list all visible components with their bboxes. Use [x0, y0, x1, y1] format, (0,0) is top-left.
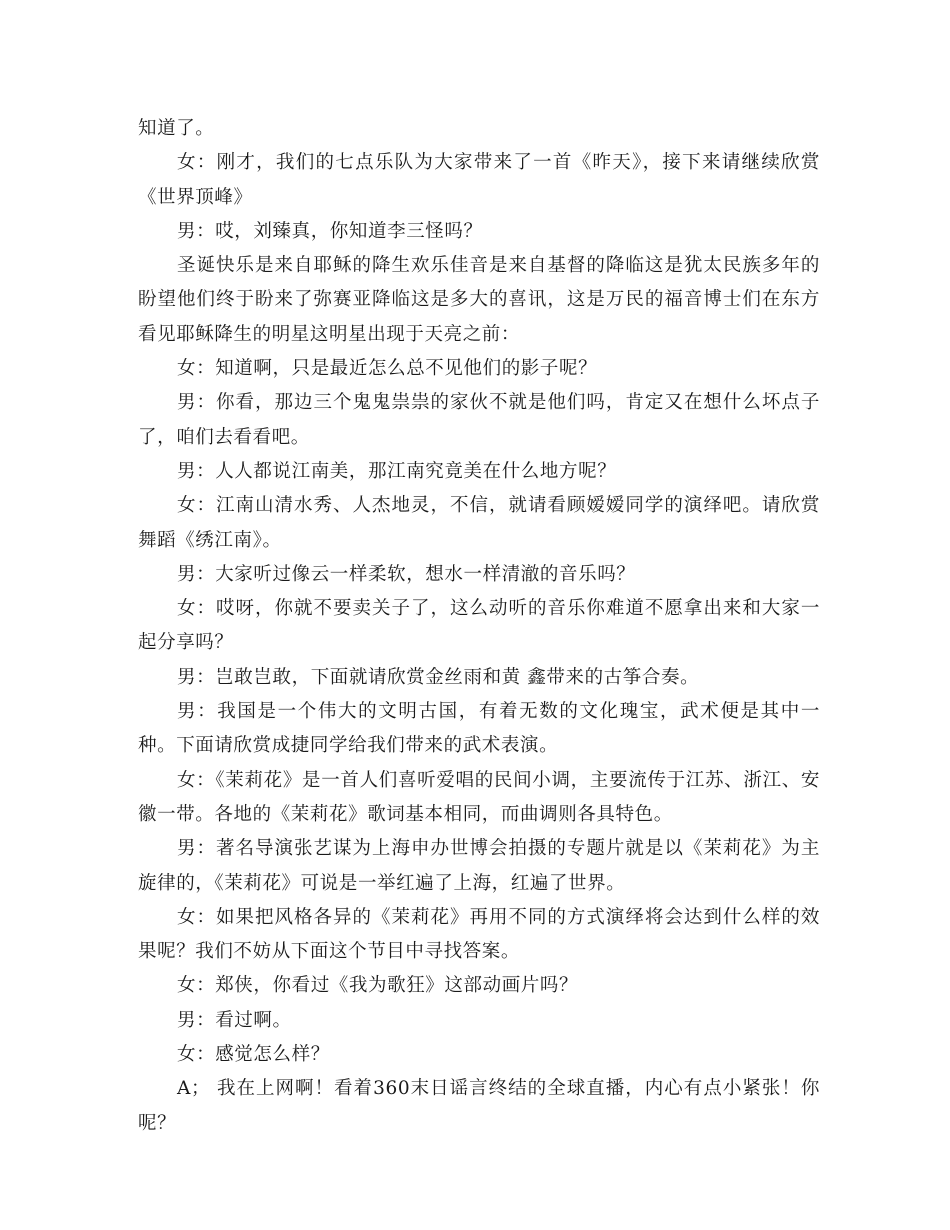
paragraph-continuation: 知道了。: [138, 118, 215, 139]
paragraph-dialogue: 男：哎，刘臻真，你知道李三怪吗？: [177, 220, 483, 242]
paragraph-dialogue: 女：江南山清水秀、人杰地灵，不信，就请看顾嫒嫒同学的演绎吧。请欣赏舞蹈《绣江南》。: [138, 495, 820, 551]
paragraph-dialogue: A； 我在上网啊！看着360末日谣言终结的全球直播，内心有点小紧张！你呢？: [138, 1078, 820, 1134]
paragraph-dialogue: 男：著名导演张艺谋为上海申办世博会拍摄的专题片就是以《茉莉花》为主旋律的，《茉莉花》可说是一举红遍了上海，红遍了世界。: [138, 838, 820, 894]
paragraph-dialogue: 女：知道啊，只是最近怎么总不见他们的影子呢？: [177, 358, 598, 380]
paragraph-dialogue: 男：看过啊。: [177, 1009, 292, 1031]
paragraph-dialogue: 女：哎呀，你就不要卖关子了，这么动听的音乐你难道不愿拿出来和大家一起分享吗？: [138, 598, 820, 654]
paragraph-dialogue: 女：《茉莉花》是一首人们喜听爱唱的民间小调，主要流传于江苏、浙江、安徽一带。各地的《茉莉花》歌词基本相同，而曲调则各具特色。: [138, 769, 820, 825]
paragraph-dialogue: 女：刚才，我们的七点乐队为大家带来了一首《昨天》，接下来请继续欣赏《世界顶峰》: [138, 152, 820, 208]
document-page: [138, 112, 820, 1141]
paragraph-dialogue: 女：感觉怎么样？: [177, 1044, 330, 1066]
paragraph-dialogue: 男：人人都说江南美，那江南究竟美在什么地方呢？: [177, 460, 617, 482]
paragraph-dialogue: 女：郑侠，你看过《我为歌狂》这部动画片吗？: [177, 975, 579, 997]
paragraph-dialogue: 男：岂敢岂敢，下面就请欣赏金丝雨和黄 鑫带来的古筝合奏。: [177, 666, 700, 688]
paragraph-dialogue: 男：大家听过像云一样柔软，想水一样清澈的音乐吗？: [177, 563, 636, 585]
paragraph-dialogue: 男：你看，那边三个鬼鬼祟祟的家伙不就是他们吗，肯定又在想什么坏点子了，咱们去看看吧。: [138, 392, 820, 448]
paragraph-dialogue: 男：我国是一个伟大的文明古国，有着无数的文化瑰宝，武术便是其中一种。下面请欣赏成捷同学给我们带来的武术表演。: [138, 701, 820, 757]
paragraph-dialogue: 女：如果把风格各异的《茉莉花》再用不同的方式演绎将会达到什么样的效果呢？我们不妨从下面这个节目中寻找答案。: [138, 906, 820, 963]
paragraph-narration: 圣诞快乐是来自耶稣的降生欢乐佳音是来自基督的降临这是犹太民族多年的盼望他们终于盼来了弥赛亚降临这是多大的喜讯，这是万民的福音博士们在东方看见耶稣降生的明星这明星出现于天亮之前：: [138, 255, 820, 345]
